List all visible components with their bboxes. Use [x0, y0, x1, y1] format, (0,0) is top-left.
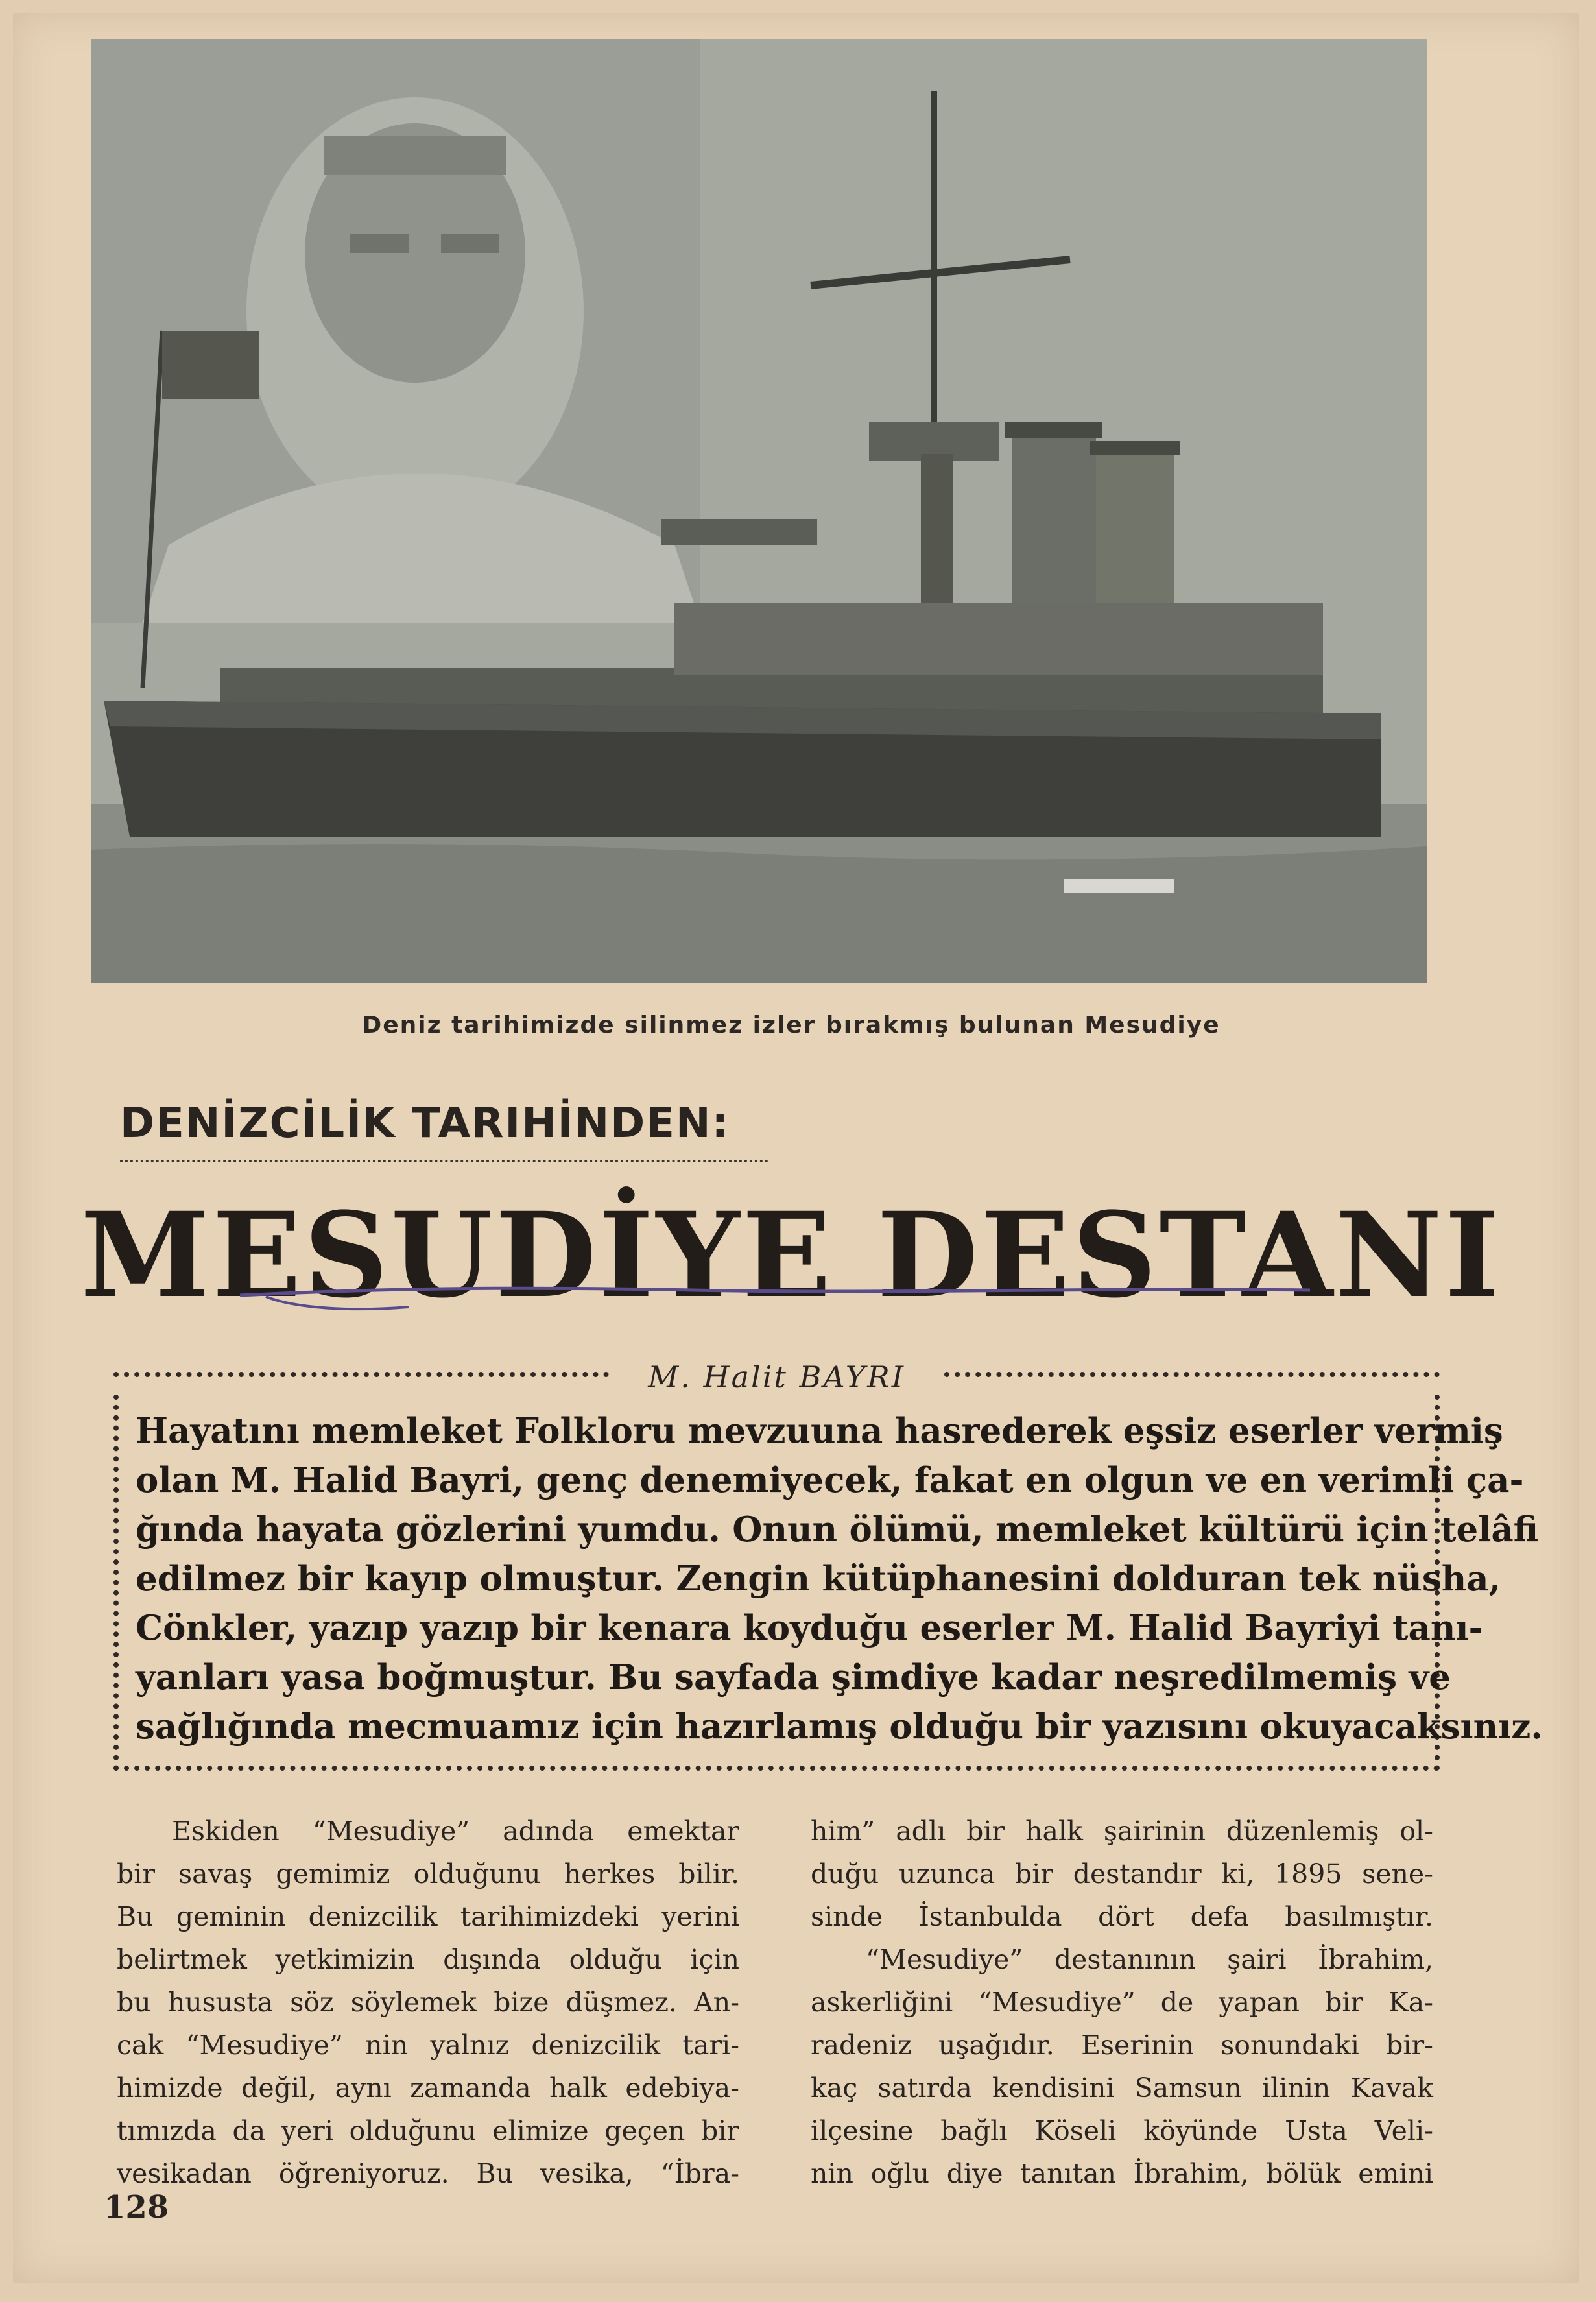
body-line: sinde İstanbulda dört defa basılmıştır.	[811, 1901, 1433, 1932]
battleship-photo	[91, 39, 1427, 983]
dotted-rule-left	[113, 1372, 609, 1382]
intro-line: Cönkler, yazıp yazıp bir kenara koyduğu eserler M. Halid Bayriyi tanı-	[136, 1608, 1483, 1648]
body-line: ilçesine bağlı Köseli köyünde Usta Veli-	[811, 2115, 1433, 2146]
body-line: nin oğlu diye tanıtan İbrahim, bölük emini	[811, 2158, 1433, 2189]
body-line: Eskiden “Mesudiye” adında emektar	[172, 1816, 739, 1847]
body-column-right	[811, 1810, 1433, 2195]
intro-line: edilmez bir kayıp olmuştur. Zengin kütüphanesini dolduran tek nüsha,	[136, 1559, 1501, 1599]
dotted-rule-right	[944, 1372, 1440, 1382]
intro-line: olan M. Halid Bayri, genç denemiyecek, fakat en olgun ve en verimli ça-	[136, 1460, 1524, 1500]
intro-box	[113, 1395, 1543, 1771]
body-line: askerliğini “Mesudiye” de yapan bir Ka-	[811, 1987, 1433, 2018]
intro-line: Hayatını memleket Folkloru mevzuuna hasrederek eşsiz eserler vermiş	[136, 1411, 1503, 1451]
body-line: bir savaş gemimiz olduğunu herkes bilir.	[117, 1858, 739, 1889]
intro-line: ğında hayata gözlerini yumdu. Onun ölümü, memleket kültürü için telâfi	[136, 1509, 1539, 1550]
body-line: vesikadan öğreniyoruz. Bu vesika, “İbra-	[117, 2158, 739, 2189]
body-line: duğu uzunca bir destandır ki, 1895 sene-	[811, 1858, 1433, 1889]
author-row	[113, 1359, 1440, 1395]
body-line: radeniz uşağıdır. Eserinin sonundaki bir-	[811, 2030, 1433, 2061]
pen-underline-mark	[240, 1281, 1310, 1320]
body-line: “Mesudiye” destanının şairi İbrahim,	[866, 1944, 1433, 1975]
body-column-left	[117, 1810, 739, 2195]
headline: MESUDİYE DESTANI	[80, 1187, 1502, 1324]
body-line: bu hususta söz söylemek bize düşmez. An-	[117, 1987, 739, 2018]
body-line: himizde değil, aynı zamanda halk edebiya-	[117, 2072, 739, 2104]
body-line: belirtmek yetkimizin dışında olduğu için	[117, 1944, 739, 1975]
body-line: cak “Mesudiye” nin yalnız denizcilik tari-	[117, 2030, 739, 2061]
body-line: Bu geminin denizcilik tarihimizdeki yerini	[117, 1901, 739, 1932]
body-line: kaç satırda kendisini Samsun ilinin Kavak	[811, 2072, 1433, 2104]
section-kicker: DENİZCİLİK TARIHİNDEN:	[120, 1099, 730, 1147]
body-line: tımızda da yeri olduğunu elimize geçen bir	[117, 2115, 739, 2146]
intro-line: sağlığında mecmuamız için hazırlamış olduğu bir yazısını okuyacaksınız.	[136, 1707, 1543, 1747]
author-name: M. Halit BAYRI	[648, 1360, 905, 1395]
page-number: 128	[104, 2189, 169, 2225]
intro-line: yanları yasa boğmuştur. Bu sayfada şimdiye kadar neşredilmemiş ve	[136, 1657, 1451, 1697]
ship-illustration	[91, 39, 1427, 983]
kicker-rule	[120, 1155, 768, 1162]
photo-caption: Deniz tarihimizde silinmez izler bırakmış bulunan Mesudiye	[362, 1012, 1221, 1038]
body-line: him” adlı bir halk şairinin düzenlemiş ol-	[811, 1816, 1433, 1847]
